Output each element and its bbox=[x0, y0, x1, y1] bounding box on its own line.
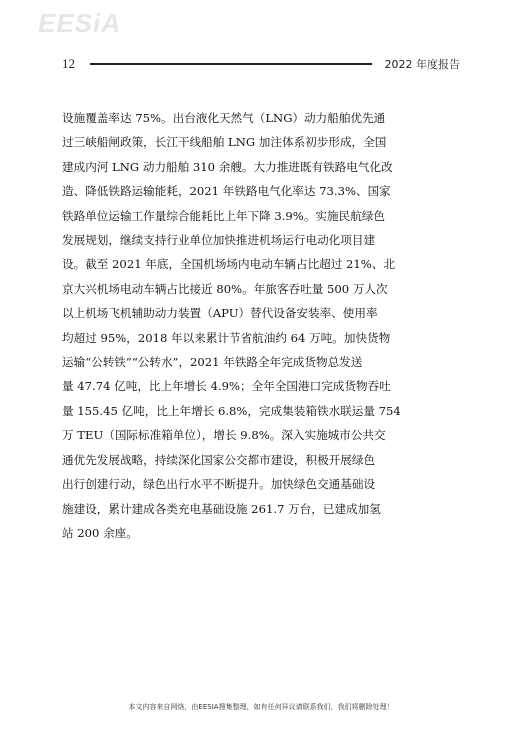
body-line: 铁路单位运输工作量综合能耗比上年下降 3.9%。实施民航绿色 bbox=[62, 208, 385, 223]
body-line: 以上机场飞机辅助动力装置（APU）替代设备安装率、使用率 bbox=[62, 306, 378, 321]
body-line: 发展规划，继续支持行业单位加快推进机场运行电动化项目建 bbox=[62, 233, 376, 248]
body-line: 设施覆盖率达 75%。出台液化天然气（LNG）动力船舶优先通 bbox=[62, 111, 386, 125]
body-line: 量 155.45 亿吨，比上年增长 6.8%，完成集装箱铁水联运量 754 bbox=[62, 403, 401, 418]
body-line: 设。截至 2021 年底，全国机场场内电动车辆占比超过 21%、北 bbox=[62, 257, 395, 272]
body-line: 施建设，累计建成各类充电基础设施 261.7 万台，已建成加氢 bbox=[62, 501, 381, 516]
body-line: 均超过 95%，2018 年以来累计节省航油约 64 万吨。加快货物 bbox=[62, 330, 391, 345]
body-line: 量 47.74 亿吨，比上年增长 4.9%；全年全国港口完成货物吞吐 bbox=[62, 379, 391, 394]
body-line: 出行创建行动，绿色出行水平不断提升。加快绿色交通基础设 bbox=[62, 477, 376, 492]
page-number: 12 bbox=[62, 56, 75, 71]
page-header bbox=[62, 56, 460, 72]
body-line: 万 TEU（国际标准箱单位），增长 9.8%。深入实施城市公共交 bbox=[62, 428, 386, 443]
body-line: 造、降低铁路运输能耗，2021 年铁路电气化率达 73.3%、国家 bbox=[62, 184, 391, 199]
eesia-logo: EESiA bbox=[38, 8, 122, 38]
body-line: 建成内河 LNG 动力船舶 310 余艘。大力推进既有铁路电气化改 bbox=[62, 159, 393, 174]
footer-disclaimer: 本文内容来自网络，由EESIA搜集整理，如有任何异议请联系我们，我们将删除处理！ bbox=[128, 703, 394, 711]
body-line: 过三峡船闸政策，长江干线船舶 LNG 加注体系初步形成，全国 bbox=[62, 135, 387, 150]
body-line: 通优先发展战略，持续深化国家公交都市建设，积极开展绿色 bbox=[62, 452, 376, 467]
report-title: 2022 年度报告 bbox=[384, 58, 460, 71]
header-rule bbox=[90, 63, 372, 65]
body-line: 站 200 余座。 bbox=[62, 525, 138, 540]
body-line: 京大兴机场电动车辆占比接近 80%。年旅客吞吐量 500 万人次 bbox=[62, 281, 388, 296]
body-text bbox=[62, 106, 460, 545]
body-line: 运输“公转铁”“公转水”，2021 年铁路全年完成货物总发送 bbox=[62, 355, 363, 370]
